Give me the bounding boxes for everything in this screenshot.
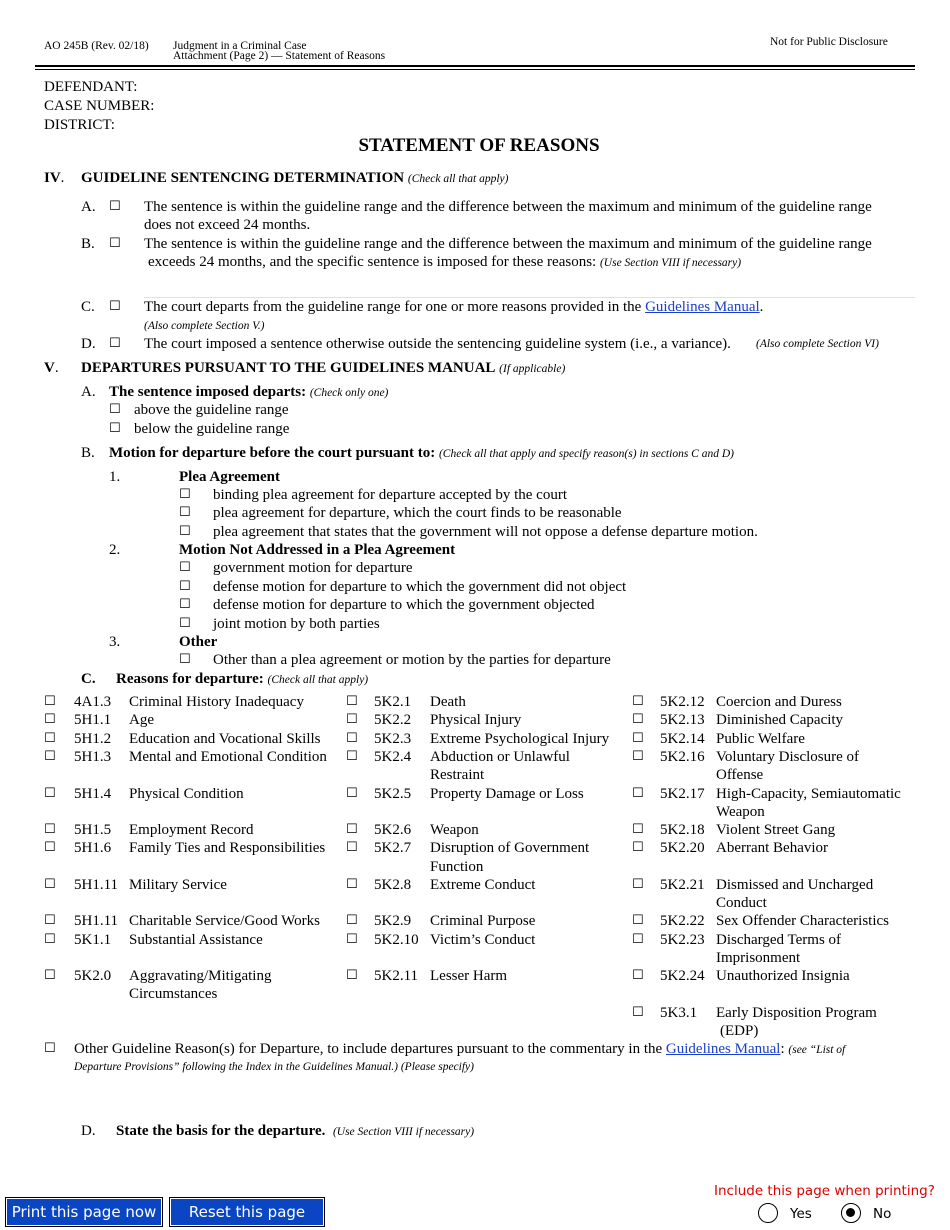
reason-checkbox[interactable]: ☐ (346, 712, 358, 727)
motion-checkbox-3[interactable]: ☐ (179, 597, 191, 612)
s4-c-note: (Also complete Section V.) (144, 320, 265, 332)
guidelines-manual-link-2[interactable]: Guidelines Manual (665, 1041, 781, 1057)
reason-desc: High-Capacity, Semiautomatic (716, 786, 901, 802)
s5-d-note: (Use Section VIII if necessary) (332, 1126, 475, 1138)
s4-b-label: B. (81, 236, 95, 252)
s5-c-title: Reasons for departure: (116, 671, 264, 687)
plea-checkbox-3[interactable]: ☐ (179, 524, 191, 539)
plea-group-number: 1. (109, 469, 121, 485)
s5-d-label: D. (81, 1123, 96, 1139)
s4-a-label: A. (81, 199, 96, 215)
reason-code: 5K2.5 (374, 786, 412, 802)
reason-checkbox[interactable]: ☐ (632, 822, 644, 837)
district-label: DISTRICT: (44, 117, 115, 133)
reason-desc: Early Disposition Program (716, 1005, 877, 1021)
plea-item-1: binding plea agreement for departure accepted by the court (213, 487, 568, 503)
reason-desc: Victim’s Conduct (430, 932, 536, 948)
s4-b-text-2-main: exceeds 24 months, and the specific sentence is imposed for these reasons: (148, 254, 597, 270)
reason-code: 5K2.9 (374, 913, 412, 929)
s5-a-note: (Check only one) (309, 387, 389, 399)
reason-desc: Aggravating/Mitigating (129, 968, 272, 984)
reason-desc-cont: Imprisonment (716, 950, 801, 966)
reason-code: 5K2.21 (660, 877, 705, 893)
section-iv-num: IV (44, 170, 61, 186)
form-subtitle: Attachment (Page 2) — Statement of Reasons (173, 50, 386, 62)
reason-code: 5K2.22 (660, 913, 705, 929)
reason-checkbox[interactable]: ☐ (44, 932, 56, 947)
reason-code: 5K2.24 (660, 968, 705, 984)
reason-desc-cont: Conduct (716, 895, 767, 911)
defendant-label: DEFENDANT: (44, 79, 138, 95)
s4-a-checkbox[interactable]: ☐ (109, 199, 121, 214)
reason-desc: Extreme Psychological Injury (430, 731, 610, 747)
plea-checkbox-1[interactable]: ☐ (179, 487, 191, 502)
motion-group-number: 2. (109, 542, 121, 558)
s4-b-text-1: The sentence is within the guideline range and the difference between the maximum and minimum of the guideline range (144, 236, 872, 252)
s5-d-heading (116, 1122, 474, 1141)
reason-desc-cont: Restraint (430, 767, 485, 783)
section-iv-number (44, 169, 64, 187)
reason-code: 5K2.4 (374, 749, 412, 765)
reason-checkbox[interactable]: ☐ (346, 786, 358, 801)
section-iv-dot: . (60, 170, 65, 186)
reason-desc: Mental and Emotional Condition (129, 749, 327, 765)
motion-item-1: government motion for departure (213, 560, 413, 576)
reason-checkbox[interactable]: ☐ (632, 1005, 644, 1020)
other-reason-note-1: (see “List of (788, 1044, 846, 1056)
plea-group-title: Plea Agreement (179, 469, 280, 485)
reason-code: 5K2.23 (660, 932, 705, 948)
reason-code: 5K2.14 (660, 731, 705, 747)
reason-desc: Education and Vocational Skills (129, 731, 321, 747)
reason-checkbox[interactable]: ☐ (44, 877, 56, 892)
reason-checkbox[interactable]: ☐ (632, 749, 644, 764)
reason-checkbox[interactable]: ☐ (44, 712, 56, 727)
motion-item-3: defense motion for departure to which the government objected (213, 597, 595, 613)
reason-checkbox[interactable]: ☐ (632, 932, 644, 947)
reason-code: 5K2.0 (74, 968, 112, 984)
s5-a-label: A. (81, 384, 96, 400)
reason-desc: Coercion and Duress (716, 694, 842, 710)
reason-desc: Charitable Service/Good Works (129, 913, 320, 929)
reason-checkbox[interactable]: ☐ (44, 786, 56, 801)
reason-checkbox[interactable]: ☐ (44, 749, 56, 764)
s4-c-label: C. (81, 299, 95, 315)
reason-checkbox[interactable]: ☐ (346, 749, 358, 764)
s5-a-above-checkbox[interactable]: ☐ (109, 402, 121, 417)
plea-item-2: plea agreement for departure, which the court finds to be reasonable (213, 505, 622, 521)
reason-code: 5H1.5 (74, 822, 112, 838)
other-reason-note-2: Departure Provisions” following the Index in the Guidelines Manual.) (Please specify) (74, 1061, 474, 1073)
reason-checkbox[interactable]: ☐ (346, 694, 358, 709)
other-checkbox-1[interactable]: ☐ (179, 652, 191, 667)
motion-checkbox-2[interactable]: ☐ (179, 579, 191, 594)
s5-a-below-checkbox[interactable]: ☐ (109, 421, 121, 436)
s4-c-checkbox[interactable]: ☐ (109, 299, 121, 314)
s5-c-note: (Check all that apply) (267, 674, 369, 686)
section-v-title: DEPARTURES PURSUANT TO THE GUIDELINES MANUAL (81, 360, 496, 376)
s4-b-text-2 (148, 253, 741, 272)
reason-code: 5H1.1 (74, 712, 112, 728)
page-title: STATEMENT OF REASONS (358, 135, 600, 156)
include-page-question: Include this page when printing? (714, 1183, 935, 1199)
other-group-number: 3. (109, 634, 121, 650)
reason-desc: Diminished Capacity (716, 712, 844, 728)
reason-desc: Age (129, 712, 154, 728)
reason-checkbox[interactable]: ☐ (346, 932, 358, 947)
reason-desc-cont: (EDP) (720, 1023, 759, 1039)
reason-checkbox[interactable]: ☐ (632, 968, 644, 983)
reason-code: 5K2.6 (374, 822, 412, 838)
reason-code: 5K3.1 (660, 1005, 698, 1021)
reason-desc-cont: Circumstances (129, 986, 218, 1002)
reason-desc: Violent Street Gang (716, 822, 836, 838)
s5-b-note: (Check all that apply and specify reason(s) in sections C and D) (438, 448, 734, 460)
reason-checkbox[interactable]: ☐ (346, 822, 358, 837)
section-v-number (44, 359, 59, 377)
reason-checkbox[interactable]: ☐ (632, 786, 644, 801)
s5-c-heading (116, 670, 368, 689)
reason-desc: Physical Condition (129, 786, 244, 802)
reason-desc: Criminal History Inadequacy (129, 694, 304, 710)
reason-checkbox[interactable]: ☐ (632, 840, 644, 855)
section-iv-heading (81, 169, 508, 188)
s5-b-label: B. (81, 445, 95, 461)
reason-desc: Discharged Terms of (716, 932, 842, 948)
reason-desc: Death (430, 694, 466, 710)
reason-desc: Weapon (430, 822, 479, 838)
reason-code: 5H1.11 (74, 913, 119, 929)
s4-d-note: (Also complete Section VI) (756, 338, 879, 350)
include-no-label: No (873, 1206, 892, 1222)
section-v-note: (If applicable) (499, 363, 566, 375)
reason-checkbox[interactable]: ☐ (632, 913, 644, 928)
reason-desc: Voluntary Disclosure of (716, 749, 860, 765)
section-iv-title: GUIDELINE SENTENCING DETERMINATION (81, 170, 405, 186)
reason-checkbox[interactable]: ☐ (44, 913, 56, 928)
plea-item-3: plea agreement that states that the government will not oppose a defense departure motion. (213, 524, 758, 540)
reason-desc-cont: Weapon (716, 804, 765, 820)
reason-desc: Criminal Purpose (430, 913, 536, 929)
reason-desc: Unauthorized Insignia (716, 968, 850, 984)
s4-a-text-2: does not exceed 24 months. (144, 217, 311, 233)
form-title: Judgment in a Criminal Case (173, 40, 307, 52)
motion-item-4: joint motion by both parties (213, 616, 380, 632)
s4-c-text (144, 298, 763, 316)
reason-checkbox[interactable]: ☐ (44, 731, 56, 746)
motion-group-title: Motion Not Addressed in a Plea Agreement (179, 542, 456, 558)
s5-d-title: State the basis for the departure. (116, 1123, 326, 1139)
reason-desc-cont: Offense (716, 767, 764, 783)
reason-desc-cont: Function (430, 859, 484, 875)
reason-desc: Physical Injury (430, 712, 522, 728)
reason-code: 5K2.10 (374, 932, 419, 948)
guidelines-manual-link[interactable]: Guidelines Manual (645, 299, 760, 315)
reason-checkbox[interactable]: ☐ (632, 731, 644, 746)
reason-desc: Property Damage or Loss (430, 786, 584, 802)
reason-code: 5K2.18 (660, 822, 705, 838)
reason-checkbox[interactable]: ☐ (44, 840, 56, 855)
header-rule-thick (35, 65, 915, 67)
form-id: AO 245B (Rev. 02/18) (44, 40, 149, 52)
not-public-notice: Not for Public Disclosure (770, 36, 888, 48)
reason-code: 5K2.2 (374, 712, 412, 728)
reason-desc: Sex Offender Characteristics (716, 913, 889, 929)
include-no-radio[interactable] (841, 1203, 861, 1223)
s5-b-title: Motion for departure before the court pursuant to: (109, 445, 436, 461)
reason-code: 5K1.1 (74, 932, 112, 948)
reason-code: 5K2.12 (660, 694, 705, 710)
reason-desc: Public Welfare (716, 731, 805, 747)
reason-checkbox[interactable]: ☐ (346, 913, 358, 928)
section-v-num: V (44, 360, 55, 376)
plea-checkbox-2[interactable]: ☐ (179, 505, 191, 520)
s5-a-heading (109, 383, 388, 402)
reason-code: 5H1.3 (74, 749, 112, 765)
reason-code: 5H1.4 (74, 786, 112, 802)
reason-desc: Substantial Assistance (129, 932, 263, 948)
s5-a-below-label: below the guideline range (134, 421, 290, 437)
motion-item-2: defense motion for departure to which the government did not object (213, 579, 627, 595)
reason-checkbox[interactable]: ☐ (632, 877, 644, 892)
include-yes-radio[interactable] (758, 1203, 778, 1223)
other-reason-checkbox[interactable]: ☐ (44, 1041, 56, 1056)
s4-d-checkbox[interactable]: ☐ (109, 336, 121, 351)
s4-a-text-1: The sentence is within the guideline range and the difference between the maximum and minimum of the guideline range (144, 199, 872, 215)
reason-code: 5K2.1 (374, 694, 412, 710)
reason-desc: Employment Record (129, 822, 254, 838)
reason-desc: Military Service (129, 877, 227, 893)
reason-checkbox[interactable]: ☐ (632, 694, 644, 709)
reason-desc: Family Ties and Responsibilities (129, 840, 326, 856)
reason-checkbox[interactable]: ☐ (346, 731, 358, 746)
motion-checkbox-1[interactable]: ☐ (179, 560, 191, 575)
section-v-dot: . (54, 360, 59, 376)
reason-code: 5K2.16 (660, 749, 705, 765)
print-page-button[interactable]: Print this page now (5, 1197, 163, 1227)
other-group-title: Other (179, 634, 218, 650)
reason-code: 5H1.11 (74, 877, 119, 893)
reason-checkbox[interactable]: ☐ (44, 822, 56, 837)
header-rule-thin (35, 69, 915, 70)
reason-code: 5K2.13 (660, 712, 705, 728)
other-item-1: Other than a plea agreement or motion by the parties for departure (213, 652, 611, 668)
reason-desc: Extreme Conduct (430, 877, 536, 893)
s4-c-text-main: The court departs from the guideline range for one or more reasons provided in the (144, 299, 642, 315)
radio-selected-dot (846, 1208, 855, 1217)
reason-checkbox[interactable]: ☐ (44, 968, 56, 983)
reason-code: 5H1.6 (74, 840, 112, 856)
reason-desc: Dismissed and Uncharged (716, 877, 874, 893)
reason-code: 5K2.20 (660, 840, 705, 856)
s5-c-label: C. (81, 671, 96, 687)
include-yes-label: Yes (790, 1206, 812, 1222)
s4-c-period: . (759, 299, 764, 315)
reason-checkbox[interactable]: ☐ (346, 877, 358, 892)
reason-desc: Abduction or Unlawful (430, 749, 570, 765)
reason-desc: Aberrant Behavior (716, 840, 829, 856)
s5-a-above-label: above the guideline range (134, 402, 289, 418)
s4-b-checkbox[interactable]: ☐ (109, 236, 121, 251)
reason-desc: Lesser Harm (430, 968, 508, 984)
reset-page-button[interactable]: Reset this page (169, 1197, 325, 1227)
reason-checkbox[interactable]: ☐ (346, 968, 358, 983)
reason-code: 5K2.7 (374, 840, 412, 856)
motion-checkbox-4[interactable]: ☐ (179, 616, 191, 631)
s4-b-note: (Use Section VIII if necessary) (599, 257, 742, 269)
s5-b-heading (109, 444, 734, 463)
reason-desc: Disruption of Government (430, 840, 590, 856)
reason-checkbox[interactable]: ☐ (346, 840, 358, 855)
s4-d-label: D. (81, 336, 96, 352)
case-number-label: CASE NUMBER: (44, 98, 155, 114)
section-v-heading (81, 359, 565, 378)
other-reason-main: Other Guideline Reason(s) for Departure, to include departures pursuant to the commentary in the (74, 1041, 663, 1057)
reason-code: 5K2.17 (660, 786, 705, 802)
other-reason-colon: : (780, 1041, 785, 1057)
reason-checkbox[interactable]: ☐ (632, 712, 644, 727)
s5-a-title: The sentence imposed departs: (109, 384, 307, 400)
reason-checkbox[interactable]: ☐ (44, 694, 56, 709)
reason-code: 5K2.3 (374, 731, 412, 747)
other-reason-text (74, 1040, 845, 1059)
reason-code: 5K2.8 (374, 877, 412, 893)
reason-code: 5H1.2 (74, 731, 112, 747)
s4-d-text: The court imposed a sentence otherwise outside the sentencing guideline system (i.e., a variance). (144, 336, 731, 352)
reason-code: 4A1.3 (74, 694, 112, 710)
reason-code: 5K2.11 (374, 968, 419, 984)
section-iv-note: (Check all that apply) (407, 173, 509, 185)
